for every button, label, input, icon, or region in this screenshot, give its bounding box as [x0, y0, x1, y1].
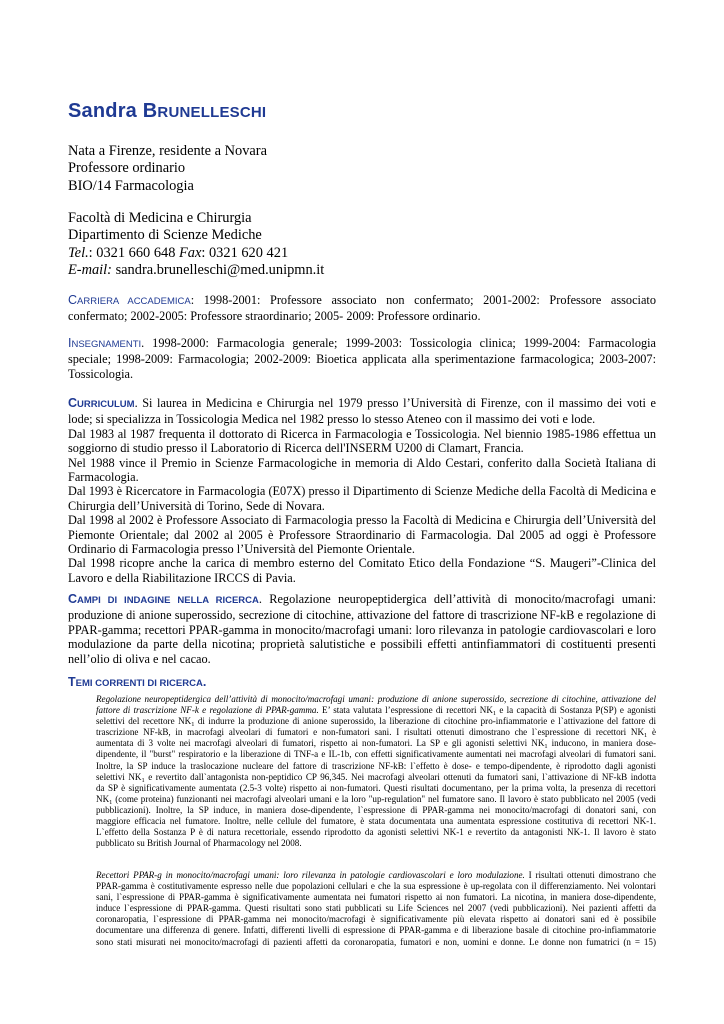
temi-p1-line: da SP è significativamente aumentata (2.5-3 volte) rispetto ai non-fumatori. Questi risultati documentano, per la prima volta, la presenza di recettori — [96, 782, 656, 793]
temi-p1-line: selettivi del recettore $NK_1$ di indurre la produzione di anione superossido, la liberazione di citochine pro-infiammatorie e l`attivazione del fattore di — [96, 716, 656, 729]
temi-p1-line: dipendente, il "burst" respiratorio e la liberazione di TNF-a e IL-1b, con effetti significativamente aumentati nei macrofagi alveolari di fumatori sani. — [96, 749, 656, 760]
curriculum-line: Dal 1998 al 2002 è Professore Associato di Farmacologia presso la Facoltà di Medicina e Chirurgia dell’Università del — [68, 513, 656, 528]
temi-p1-line: $NK_1$ (come proteina) funzionanti nei macrofagi alveolari umani e la loro "up-regulation" nel fumatore sano. Il lavoro è stato pubblicato nel 2005 (vedi — [96, 793, 656, 806]
curriculum-line: Chirurgia dell’Università di Torino, Sede di Novara. — [68, 498, 325, 513]
curriculum-line: Farmacologia. — [68, 470, 139, 485]
carriera-section — [68, 293, 656, 324]
curriculum-line: Dal 1998 ricopre anche la carica di membro esterno del Comitato Etico della Fondazione “S. Maugeri”-Clinica del — [68, 556, 656, 571]
personal-info — [68, 143, 267, 195]
temi-p1-line: pubblicato su British Journal of Pharmacology nel 2008. — [96, 838, 302, 849]
temi-p1-line: aumentata di 3 volte nei macrofagi alveolari di fumatori, rispetto ai non-fumatori. La SP e gli agonisti selettivi $NK_1$ inducono, in maniera dose- — [96, 738, 656, 751]
temi-p2-line: Recettori PPAR-g in monocito/macrofagi umani: loro rilevanza in patologie cardiovascolari e loro modulazione. I risultati ottenuti dimostrano che — [96, 870, 656, 880]
phone-line — [68, 245, 324, 262]
last-name-initial: B — [142, 100, 158, 122]
temi-paragraph-2 — [96, 870, 656, 948]
author-name — [68, 100, 266, 123]
curriculum-line: Dal 1983 al 1987 frequenta il dottorato di Ricerca in Farmacologia e Tossicologia. Nel biennio 1985-1986 effettua un — [68, 426, 656, 441]
faculty-line: Facoltà di Medicina e Chirurgia — [68, 210, 252, 226]
temi-p1-line: trascrizione NF-kB, in macrofagi alveolari di fumatori e non-fumatori sani. I risultati ottenuti dimostrano che l`espressione di recettori $NK_1$ è — [96, 727, 656, 740]
carriera-line-2: confermato; 2002-2005: Professore straordinario; 2005- 2009: Professore ordinario. — [68, 309, 481, 324]
temi-p2-line: PPAR-gamma è costitutivamente espresso nelle due popolazioni cellulari e che la sua espressione è up-regolata con il differenziamento. Nei volontari — [96, 881, 656, 892]
temi-p1-line: pubblicazioni). Inoltre, la SP induce, in maniera dose-dipendente, l`espressione di PPAR-gamma nei monocito/macrofagi di donatori sani, con — [96, 804, 656, 815]
insegnamenti-section — [68, 336, 656, 381]
temi-heading-row — [68, 675, 656, 691]
temi-p1-line: selettivi $NK_1$ e revertito dall`antagonista non-peptidico CP 96,345. Nei macrofagi alveolari ottenuti da fumatori sani, l`attivazione di NF-kB indotta — [96, 771, 656, 784]
insegnamenti-line-1: INSEGNAMENTI. 1998-2000: Farmacologia generale; 1999-2003: Tossicologia clinica; 1999-2004: Farmacologia — [68, 336, 656, 350]
temi-p2-line: documentare una differenza di genere. Infatti, differenti livelli di espressione di PPAR-gamma e di liberazione basale di citochine pro-infiammatorie — [96, 925, 656, 936]
curriculum-line: Piemonte Orientale; dal 2002 al 2005 è Professore Straordinario di Farmacologia. Dal 2005 ad oggi è Professore — [68, 527, 656, 542]
curriculum-section — [68, 396, 656, 585]
curriculum-line-1: CURRICULUM. Si laurea in Medicina e Chirurgia nel 1979 presso l’Università di Firenze, con il massimo dei voti e — [68, 396, 656, 410]
insegnamenti-line-3: Tossicologia. — [68, 366, 134, 381]
temi-p1-line: maggiore efficacia nel fumatore. Inoltre, nelle cellule del fumatore, è stata documentata una aumentata espressione costitutiva di recettori NK-1. — [96, 816, 656, 827]
fax-value: : 0321 620 421 — [201, 244, 289, 261]
fax-label: Fax — [179, 244, 202, 261]
curriculum-line: lode; si specializza in Tossicologia Medica nel 1982 presso lo stesso Ateneo con il massimo dei voti e lode. — [68, 412, 596, 427]
campi-heading: CAMPI DI INDAGINE NELLA RICERCA — [68, 592, 259, 606]
email-label: E-mail: — [68, 261, 112, 278]
campi-section — [68, 592, 656, 666]
affiliation-info — [68, 210, 324, 279]
temi-p2-line: sani, l`espressione di PPAR-gamma è significativamente aumentata nei fumatori rispetto ai non fumatori. La nicotina, in maniera dose-dipendente, — [96, 892, 656, 903]
email-line — [68, 262, 324, 279]
position-line: Professore ordinario — [68, 160, 186, 177]
campi-line: PPAR-gamma; recettori PPAR-gamma in monocito/macrofagi umani: loro rilevanza in patologie cardiovascolari e loro — [68, 622, 656, 637]
sector-line: BIO/14 Farmacologia — [68, 177, 194, 194]
temi-p2-line: sono stati misurati nei monocito/macrofagi di pazienti affetti da coronaropatia, fumatori e non, uomini e donne. Le donne non fumatrici (n = 15) — [96, 936, 656, 947]
department-line: Dipartimento di Scienze Mediche — [68, 227, 262, 244]
campi-line: produzione di anione superossido, secrezione di citochine, attivazione del fattore di trascrizione NF-kB e regolazione di — [68, 608, 656, 623]
temi-paragraph-1 — [96, 694, 656, 849]
temi-p1-line: fattore di trascrizione NF-k e regolazione di PPAR-gamma. E’ stata valutata l’espressione di recettori $NK_1$ e la capacità di Sostanza P(SP) e agonisti — [96, 705, 656, 718]
temi-p2-line: induce l`espressione di PPAR-gamma. Questi risultati sono stati pubblicati su Life Sciences nel 2007 (vedi pubblicazioni). Nei pazienti affetti da — [96, 903, 656, 914]
campi-line: modulazione da parte della nicotina; proprietà salutistiche e possibili effetti antinfiammatori di costituenti presenti — [68, 637, 656, 652]
campi-line-1: CAMPI DI INDAGINE NELLA RICERCA. Regolazione neuropeptidergica dell’attività di monocito/macrofagi umani: — [68, 592, 656, 606]
carriera-heading: CARRIERA ACCADEMICA — [68, 293, 191, 307]
curriculum-line: soggiorno di studio presso il Laboratorio di Ricerca dell'INSERM U200 di Clamart, Francia. — [68, 441, 524, 456]
curriculum-line: Nel 1988 vince il Premio in Scienze Farmacologiche in memoria di Aldo Cestari, conferito dalla Società Italiana di — [68, 455, 656, 470]
curriculum-line: Lavoro e della Riabilitazione IRCCS di Pavia. — [68, 570, 296, 585]
curriculum-line: Ordinario di Farmacologia presso l’Università del Piemonte Orientale. — [68, 542, 415, 557]
campi-line: nell’olio di oliva e nel cacao. — [68, 651, 211, 666]
birthplace-line: Nata a Firenze, residente a Novara — [68, 143, 267, 159]
tel-value: : 0321 660 648 — [88, 244, 180, 261]
insegnamenti-line-2: speciale; 1998-2009: Farmacologia; 2002-2009: Bioetica applicata alla sperimentazione farmacologica; 2003-2007: — [68, 352, 656, 367]
insegnamenti-heading: INSEGNAMENTI — [68, 336, 142, 350]
tel-label: Tel. — [68, 244, 89, 261]
temi-heading: TEMI CORRENTI DI RICERCA. — [68, 675, 207, 689]
carriera-line-1: CARRIERA ACCADEMICA: 1998-2001: Professore associato non confermato; 2001-2002: Professore associato — [68, 293, 656, 307]
temi-p2-line: coronaropatia, l`espressione di PPAR-gamma nei monocito/macrofagi è significativamente più elevata rispetto ai donatori sani ed è possibile — [96, 914, 656, 925]
temi-p1-line: Inoltre, la SP induce la traslocazione nucleare del fattore di trascrizione NF-kB: l`effetto è dose- e tempo-dipendente, è riprodotto dagli agonisti — [96, 760, 656, 771]
temi-heading-line — [68, 675, 656, 691]
first-name: Sandra — [68, 100, 143, 122]
curriculum-heading: CURRICULUM — [68, 396, 135, 410]
temi-p1-line: Regolazione neuropeptidergica dell’attività di monocito/macrofagi umani: produzione di anione superossido, secrezione di citochine, attivazione del — [96, 694, 656, 704]
temi-p1-line: L`effetto della Sostanza P è di natura recettoriale, essendo riprodotto da agonisti selettivi NK-1 e revertito da antagonisti NK-1. Il lavoro è stato — [96, 827, 656, 838]
curriculum-line: Dal 1993 è Ricercatore in Farmacologia (E07X) presso il Dipartimento di Scienze Mediche della Facoltà di Medicina e — [68, 484, 656, 499]
last-name-rest: RUNELLESCHI — [157, 104, 267, 121]
email-value[interactable]: sandra.brunelleschi@med.unipmn.it — [111, 261, 325, 278]
